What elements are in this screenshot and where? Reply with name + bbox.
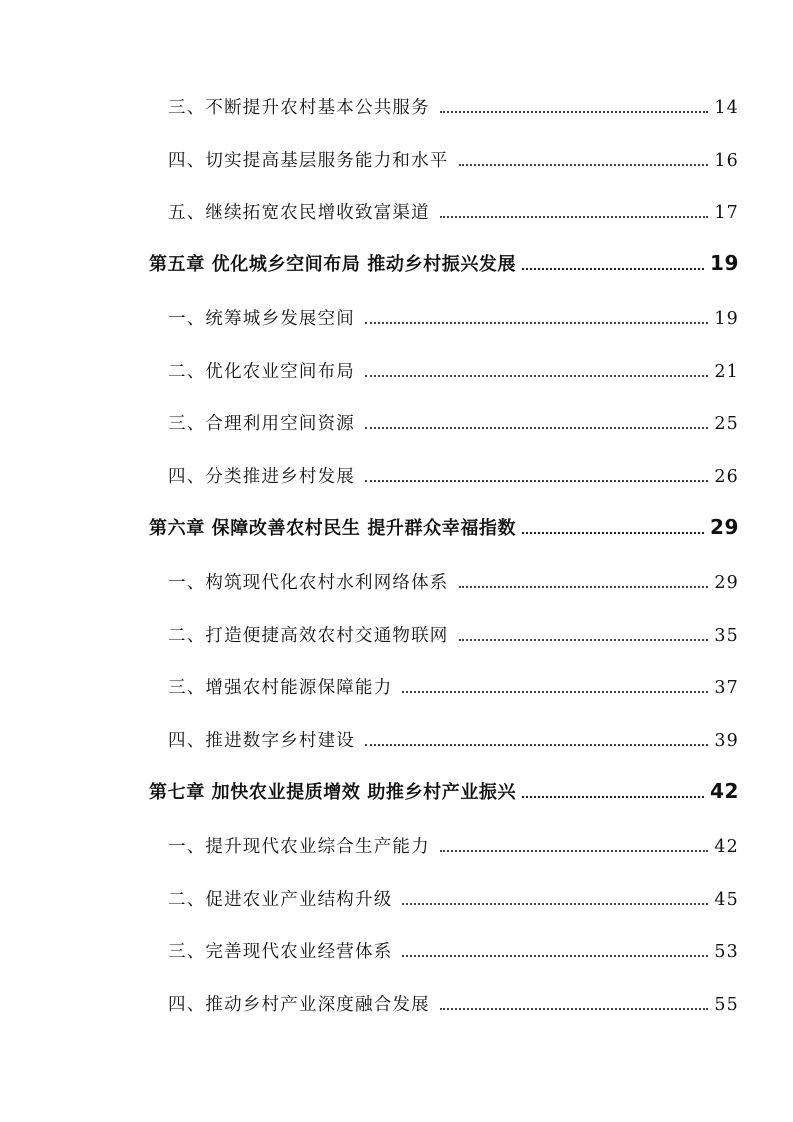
toc-entry-page: 14 — [714, 98, 739, 118]
toc-entry-page: 17 — [714, 203, 739, 223]
toc-entry-page: 29 — [714, 573, 739, 593]
toc-entry-title: 一、构筑现代化农村水利网络体系 — [168, 573, 449, 593]
toc-chapter-title: 第七章 加快农业提质增效 助推乡村产业振兴 — [149, 782, 517, 803]
dot-leader — [522, 259, 704, 270]
toc-entry-page: 55 — [714, 995, 739, 1015]
toc-entry-title: 二、优化农业空间布局 — [168, 362, 355, 382]
toc-entry-page: 26 — [714, 467, 739, 487]
dot-leader — [440, 206, 709, 218]
toc-chapter-title: 第六章 保障改善农村民生 提升群众幸福指数 — [149, 518, 517, 539]
toc-entry[interactable] — [168, 199, 739, 224]
toc-chapter-page: 19 — [709, 251, 739, 275]
toc-entry-page: 45 — [714, 890, 739, 910]
toc-entry[interactable] — [168, 991, 739, 1016]
toc-entry-page: 25 — [714, 414, 739, 434]
dot-leader — [522, 787, 704, 798]
toc-entry-page: 21 — [714, 362, 739, 382]
dot-leader — [440, 101, 709, 113]
dot-leader — [402, 893, 708, 905]
toc-entry-page: 37 — [714, 678, 739, 698]
toc-entry[interactable] — [168, 305, 739, 330]
toc-entry-page: 19 — [714, 309, 739, 329]
dot-leader — [365, 470, 708, 482]
toc-entry-page: 39 — [714, 731, 739, 751]
toc-entry-page: 16 — [714, 151, 739, 171]
toc-entry-page: 42 — [714, 837, 739, 857]
toc-entry[interactable] — [168, 147, 739, 172]
dot-leader — [459, 629, 709, 641]
toc-entry[interactable] — [168, 833, 739, 858]
toc-entry-title: 四、推动乡村产业深度融合发展 — [168, 995, 430, 1015]
dot-leader — [365, 312, 708, 324]
toc-entry-page: 53 — [714, 942, 739, 962]
dot-leader — [459, 154, 709, 166]
toc-chapter-page: 42 — [709, 779, 739, 803]
toc-chapter-page: 29 — [709, 515, 739, 539]
dot-leader — [365, 417, 708, 429]
dot-leader — [522, 523, 704, 534]
toc-entry[interactable] — [168, 727, 739, 752]
toc-entry[interactable] — [168, 463, 739, 488]
dot-leader — [402, 681, 708, 693]
dot-leader — [459, 576, 709, 588]
toc-entry-title: 二、促进农业产业结构升级 — [168, 890, 393, 910]
toc-entry-title: 四、推进数字乡村建设 — [168, 731, 355, 751]
dot-leader — [440, 840, 709, 852]
toc-entry-title: 一、统筹城乡发展空间 — [168, 309, 355, 329]
toc-chapter-entry[interactable] — [149, 514, 739, 540]
toc-chapter-title: 第五章 优化城乡空间布局 推动乡村振兴发展 — [149, 254, 517, 275]
toc-entry-page: 35 — [714, 626, 739, 646]
toc-chapter-entry[interactable] — [149, 250, 739, 276]
toc-entry-title: 三、增强农村能源保障能力 — [168, 678, 393, 698]
toc-entry-title: 三、不断提升农村基本公共服务 — [168, 98, 430, 118]
toc-chapter-entry[interactable] — [149, 778, 739, 804]
toc-entry[interactable] — [168, 886, 739, 911]
toc-entry-title: 二、打造便捷高效农村交通物联网 — [168, 626, 449, 646]
toc-entry-title: 三、合理利用空间资源 — [168, 414, 355, 434]
toc-entry-title: 三、完善现代农业经营体系 — [168, 942, 393, 962]
toc-entry-title: 四、分类推进乡村发展 — [168, 467, 355, 487]
toc-entry-title: 五、继续拓宽农民增收致富渠道 — [168, 203, 430, 223]
toc-entry[interactable] — [168, 358, 739, 383]
toc-entry[interactable] — [168, 622, 739, 647]
dot-leader — [440, 998, 709, 1010]
toc-entry[interactable] — [168, 410, 739, 435]
toc-entry[interactable] — [168, 94, 739, 119]
dot-leader — [402, 945, 708, 957]
dot-leader — [365, 734, 708, 746]
toc-entry[interactable] — [168, 569, 739, 594]
toc-entry[interactable] — [168, 938, 739, 963]
toc-entry[interactable] — [168, 674, 739, 699]
dot-leader — [365, 365, 708, 377]
toc-entry-title: 一、提升现代农业综合生产能力 — [168, 837, 430, 857]
toc-entry-title: 四、切实提高基层服务能力和水平 — [168, 151, 449, 171]
